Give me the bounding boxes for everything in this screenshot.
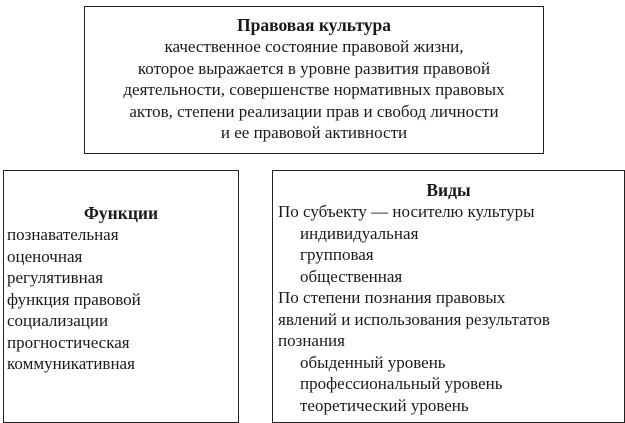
types-list [278,201,550,416]
types-title: Виды [426,180,471,200]
function-item: оценочная [7,246,83,266]
type-item: групповая [300,245,374,264]
function-item: коммуникативная [7,354,135,373]
type-group-label: По степени познания правовых [278,288,506,307]
definition-line: деятельности, совершенстве нормативных правовых [123,80,505,99]
legal-culture-title: Правовая культура [237,15,391,35]
function-item: социализации [7,311,109,330]
type-item: общественная [300,266,403,286]
type-item: обыденный уровень [300,352,446,372]
legal-culture-definition-box [84,6,544,154]
functions-box [3,170,239,423]
definition-line: которое выражается в уровне развития правовой [137,58,491,78]
function-item: регулятивная [7,268,104,287]
type-group-label: познания [278,331,345,350]
function-item: прогностическая [7,332,130,352]
type-group-label: По субъекту — носителю культуры [278,202,535,221]
type-item: теоретический уровень [300,395,469,415]
function-item: функция правовой [7,289,141,309]
definition-line: качественное состояние правовой жизни, [164,37,464,56]
type-item: профессиональный уровень [300,374,503,393]
definition-line: и ее правовой активности [220,123,408,142]
function-item: познавательная [7,225,119,244]
type-item: индивидуальная [300,223,419,243]
types-box [272,170,625,423]
functions-title: Функции [83,203,159,223]
type-group-label: явлений и использования результатов [278,309,550,329]
functions-list [7,224,141,375]
definition-line: актов, степени реализации прав и свобод личности [129,101,499,121]
